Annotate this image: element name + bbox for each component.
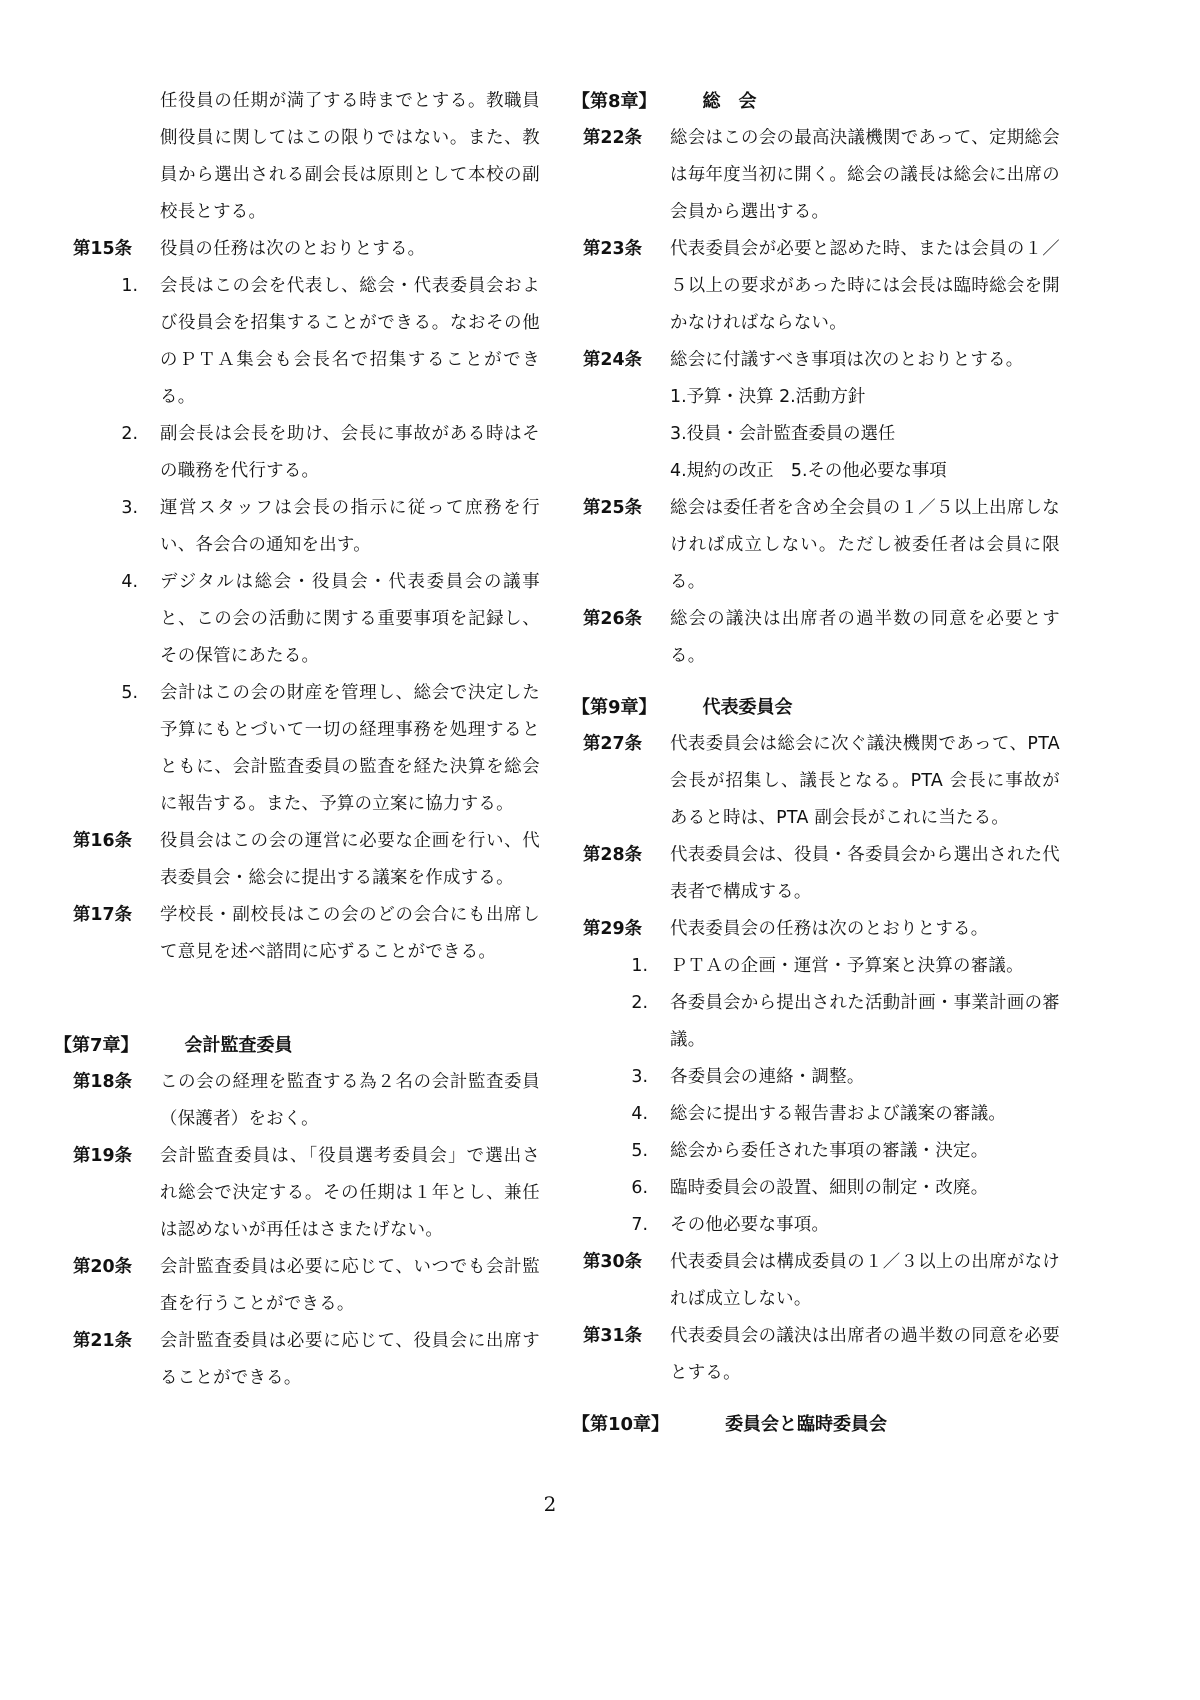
item-text: デジタルは総会・役員会・代表委員会の議事と、この会の活動に関する重要事項を記録し、その保管にあたる。 — [160, 572, 540, 666]
article-text: 代表委員会が必要と認めた時、または会員の１／５以上の要求があった時には会長は臨時総会を開かなければならない。 — [670, 239, 1060, 333]
item-number: 2. — [121, 424, 138, 444]
article-text: 総会は委任者を含め全会員の１／５以上出席しなければ成立しない。ただし被委任者は会員に限る。 — [670, 498, 1060, 592]
item-text: 総会から委任された事項の審議・決定。 — [670, 1141, 989, 1161]
chapter-10-heading — [570, 1406, 1060, 1443]
article-28 — [570, 837, 1060, 911]
article-text: 代表委員会は総会に次ぐ議決機関であって、PTA 会長が招集し、議長となる。PTA 会長に事故があると時は、PTA 副会長がこれに当たる。 — [670, 734, 1060, 828]
article-19 — [50, 1138, 540, 1249]
article-text: 会計監査委員は必要に応じて、いつでも会計監査を行うことができる。 — [160, 1257, 540, 1314]
article-label: 第15条 — [73, 239, 132, 259]
list-item — [50, 675, 540, 823]
left-column — [50, 83, 540, 1397]
right-column — [570, 83, 1060, 1443]
item-number: 2. — [631, 993, 648, 1013]
chapter-8-heading — [570, 83, 1060, 120]
article-26 — [570, 601, 1060, 675]
article-label: 第30条 — [583, 1252, 642, 1272]
article-text: 代表委員会の任務は次のとおりとする。 — [670, 919, 989, 939]
item-number: 1. — [631, 956, 648, 976]
list-item — [570, 1096, 1060, 1133]
article-18 — [50, 1064, 540, 1138]
chapter-label: 【第7章】 — [54, 1035, 139, 1056]
item-text: 各委員会から提出された活動計画・事業計画の審議。 — [670, 993, 1060, 1050]
list-item — [570, 1207, 1060, 1244]
article-14-continuation: 任役員の任期が満了する時までとする。教職員側役員に関してはこの限りではない。また、教員から選出される副会長は原則として本校の副校長とする。 — [160, 91, 540, 222]
article-label: 第25条 — [583, 498, 642, 518]
item-number: 7. — [631, 1215, 648, 1235]
item-text: 運営スタッフは会長の指示に従って庶務を行い、各会合の通知を出す。 — [160, 498, 540, 555]
chapter-title: 委員会と臨時委員会 — [725, 1414, 888, 1435]
list-item — [50, 268, 540, 416]
chapter-label: 【第10章】 — [572, 1414, 670, 1435]
article-17 — [50, 897, 540, 971]
article-text: 役員会はこの会の運営に必要な企画を行い、代表委員会・総会に提出する議案を作成する。 — [160, 831, 540, 888]
article-label: 第24条 — [583, 350, 642, 370]
item-text: 会長はこの会を代表し、総会・代表委員会および役員会を招集することができる。なおその他のＰＴＡ集会も会長名で招集することができる。 — [160, 276, 540, 407]
page-number: 2 — [543, 1492, 557, 1516]
list-item — [50, 490, 540, 564]
article-24 — [570, 342, 1060, 379]
item-text: 会計はこの会の財産を管理し、総会で決定した予算にもとづいて一切の経理事務を処理するとともに、会計監査委員の監査を経た決算を総会に報告する。また、予算の立案に協力する。 — [160, 683, 540, 814]
article-21 — [50, 1323, 540, 1397]
article-25 — [570, 490, 1060, 601]
item-text: 副会長は会長を助け、会長に事故がある時はその職務を代行する。 — [160, 424, 540, 481]
chapter-title: 代表委員会 — [702, 697, 793, 718]
item-number: 5. — [631, 1141, 648, 1161]
chapter-7-heading — [50, 1027, 540, 1064]
item-number: 1. — [121, 276, 138, 296]
article-23 — [570, 231, 1060, 342]
item-number: 4. — [631, 1104, 648, 1124]
item-number: 3. — [631, 1067, 648, 1087]
list-item — [570, 1133, 1060, 1170]
article-27 — [570, 726, 1060, 837]
item-number: 3. — [121, 498, 138, 518]
article-24-line: 3.役員・会計監査委員の選任 — [670, 424, 896, 444]
article-label: 第29条 — [583, 919, 642, 939]
item-text: ＰＴＡの企画・運営・予算案と決算の審議。 — [670, 956, 1024, 976]
article-label: 第17条 — [73, 905, 132, 925]
item-number: 4. — [121, 572, 138, 592]
article-text: 総会はこの会の最高決議機関であって、定期総会は毎年度当初に開く。総会の議長は総会に出席の会員から選出する。 — [670, 128, 1060, 222]
article-15 — [50, 231, 540, 268]
item-number: 5. — [121, 683, 138, 703]
list-item — [570, 1170, 1060, 1207]
article-text: 役員の任務は次のとおりとする。 — [160, 239, 426, 259]
article-16 — [50, 823, 540, 897]
chapter-label: 【第8章】 — [572, 91, 657, 112]
article-24-line: 1.予算・決算 2.活動方針 — [670, 387, 866, 407]
article-label: 第26条 — [583, 609, 642, 629]
article-label: 第22条 — [583, 128, 642, 148]
article-label: 第27条 — [583, 734, 642, 754]
article-text: 総会の議決は出席者の過半数の同意を必要とする。 — [670, 609, 1060, 666]
article-31 — [570, 1318, 1060, 1392]
article-text: この会の経理を監査する為２名の会計監査委員（保護者）をおく。 — [160, 1072, 540, 1129]
item-text: 総会に提出する報告書および議案の審議。 — [670, 1104, 1007, 1124]
item-text: その他必要な事項。 — [670, 1215, 830, 1235]
item-text: 各委員会の連絡・調整。 — [670, 1067, 865, 1087]
article-label: 第28条 — [583, 845, 642, 865]
article-30 — [570, 1244, 1060, 1318]
chapter-label: 【第9章】 — [572, 697, 657, 718]
list-item — [570, 948, 1060, 985]
article-label: 第16条 — [73, 831, 132, 851]
article-text: 学校長・副校長はこの会のどの会合にも出席して意見を述べ諮問に応ずることができる。 — [160, 905, 540, 962]
article-20 — [50, 1249, 540, 1323]
article-text: 会計監査委員は、「役員選考委員会」で選出され総会で決定する。その任期は１年とし、兼任は認めないが再任はさまたげない。 — [160, 1146, 540, 1240]
list-item — [570, 1059, 1060, 1096]
article-22 — [570, 120, 1060, 231]
article-label: 第31条 — [583, 1326, 642, 1346]
chapter-9-heading — [570, 689, 1060, 726]
list-item — [50, 564, 540, 675]
article-24-line: 4.規約の改正 5.その他必要な事項 — [670, 461, 947, 481]
article-text: 会計監査委員は必要に応じて、役員会に出席することができる。 — [160, 1331, 540, 1388]
item-number: 6. — [631, 1178, 648, 1198]
chapter-title: 会計監査委員 — [184, 1035, 293, 1056]
article-text: 代表委員会の議決は出席者の過半数の同意を必要とする。 — [670, 1326, 1060, 1383]
article-text: 代表委員会は構成委員の１／３以上の出席がなければ成立しない。 — [670, 1252, 1060, 1309]
article-text: 代表委員会は、役員・各委員会から選出された代表者で構成する。 — [670, 845, 1060, 902]
article-label: 第20条 — [73, 1257, 132, 1277]
article-text: 総会に付議すべき事項は次のとおりとする。 — [670, 350, 1024, 370]
article-label: 第21条 — [73, 1331, 132, 1351]
article-29 — [570, 911, 1060, 948]
article-label: 第19条 — [73, 1146, 132, 1166]
list-item — [50, 416, 540, 490]
article-label: 第23条 — [583, 239, 642, 259]
article-label: 第18条 — [73, 1072, 132, 1092]
item-text: 臨時委員会の設置、細則の制定・改廃。 — [670, 1178, 989, 1198]
chapter-title: 総 会 — [702, 91, 757, 112]
list-item — [570, 985, 1060, 1059]
